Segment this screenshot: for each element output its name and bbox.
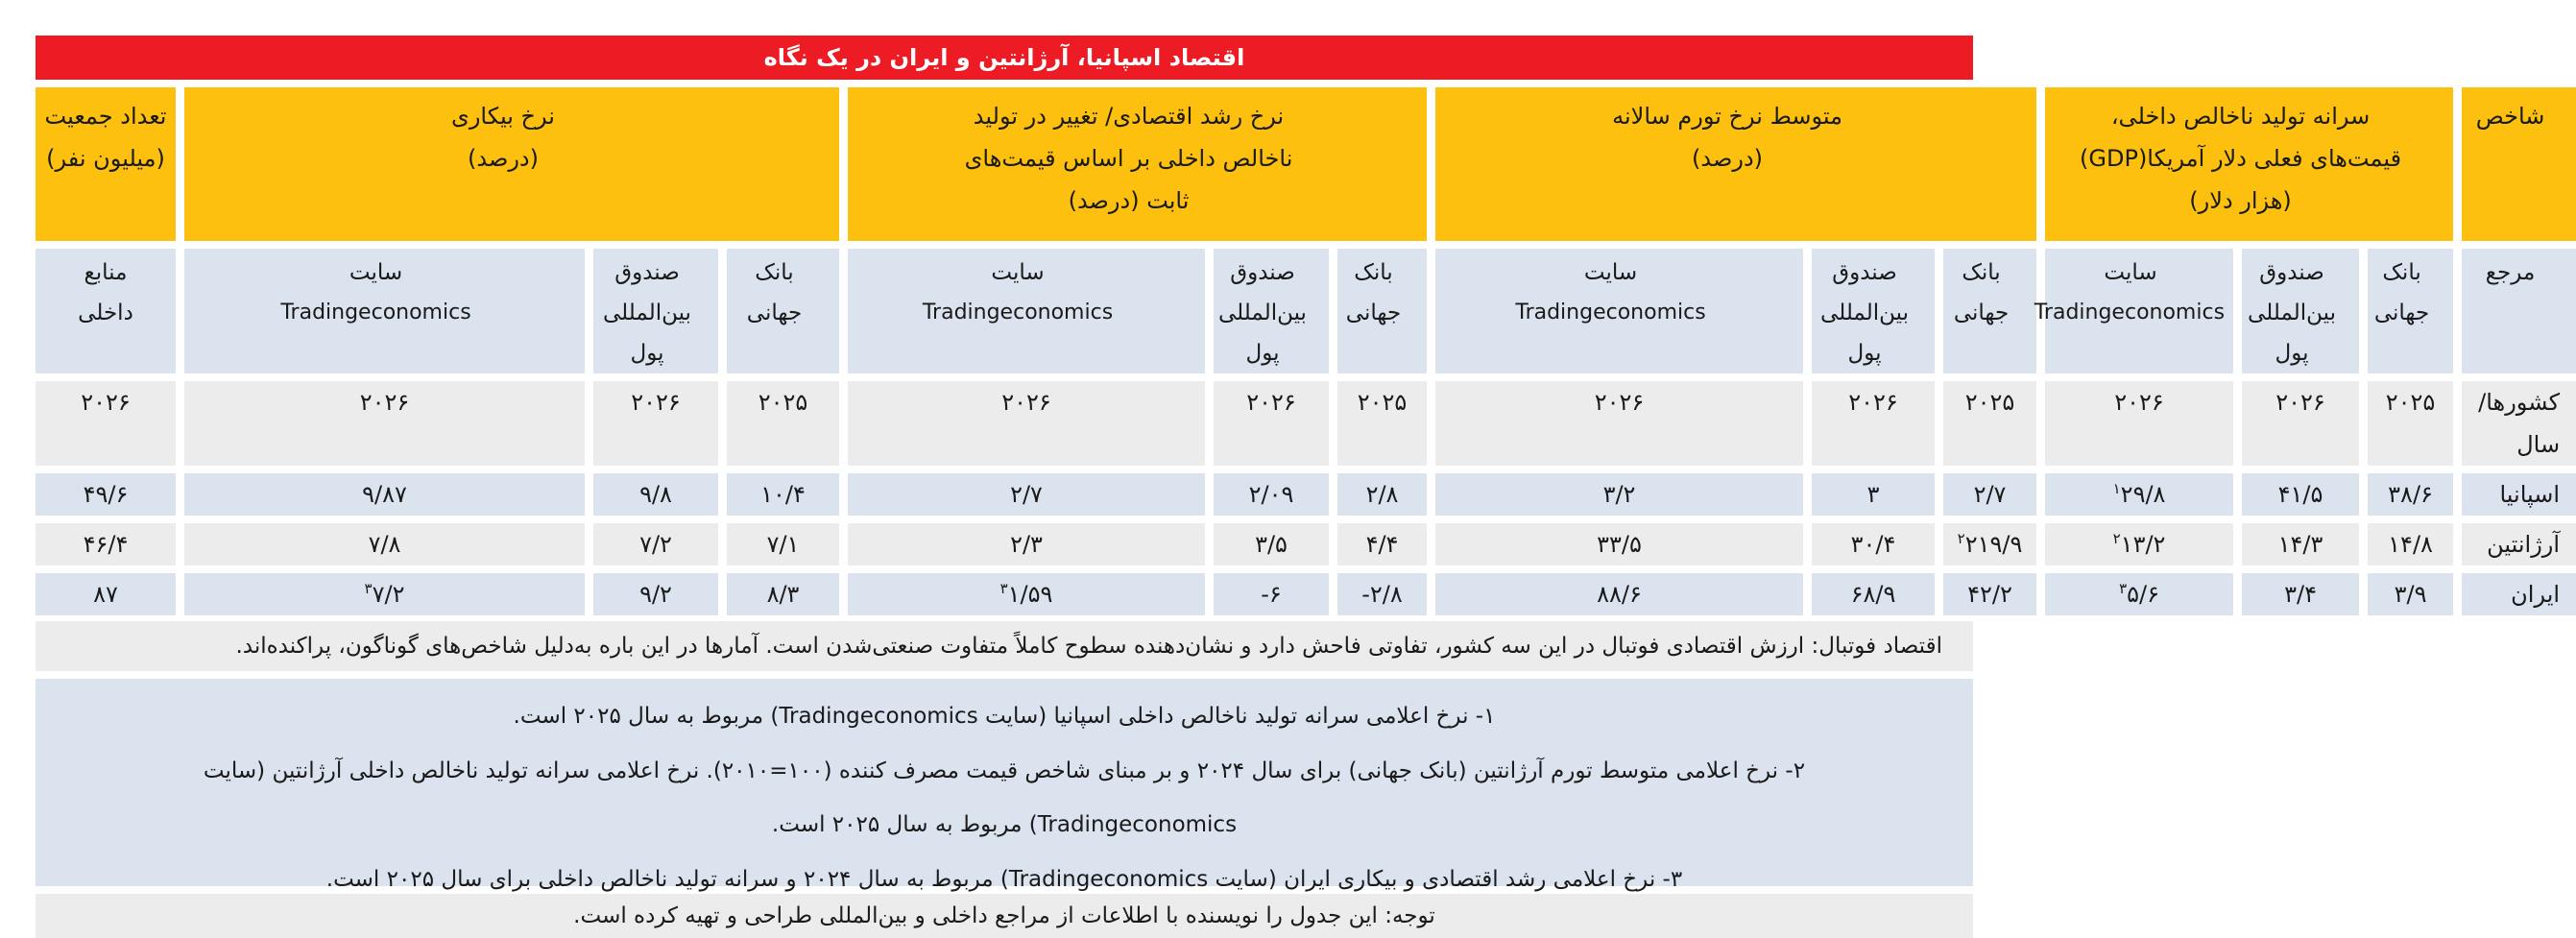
cell-value: ۲/۳ [1010,531,1043,558]
cell-value: ۲/۸ [1365,481,1399,508]
table-cell [36,573,176,623]
source-line: داخلی [78,301,133,325]
header-line: سرانه تولید ناخالص داخلی، [2110,103,2371,130]
source-line: جهانی [2373,301,2430,325]
header-indicator: شاخص [2453,87,2576,249]
cell-value: ۲۰۲۶ [359,389,410,416]
source-tradingeconomics [1427,249,1803,381]
header-row [36,87,2576,249]
author-note: توجه: این جدول را نویسنده با اطلاعات از مراجع داخلی و بین‌المللی طراحی و تهیه کرده است. [36,894,1973,938]
cell-value: ۲۰۲۶ [2275,389,2325,416]
table-cell [2233,573,2359,623]
table-cell [36,381,176,473]
source-line: صندوق [1832,260,1897,285]
cell-value: ۲/۷ [1010,481,1043,508]
table-cell [718,473,839,523]
table-cell [1427,523,1803,573]
source-imf [1803,249,1935,381]
table-cell [1205,523,1329,573]
header-gdp [2036,87,2453,249]
cell-value: ۲۰۲۵ [758,389,808,416]
source-domestic [36,249,176,381]
cell-value: ۲۰۲۶ [631,389,681,416]
header-population [36,87,176,249]
source-line: بین‌المللی [1218,301,1307,325]
header-line: (درصد) [468,145,539,172]
header-line: قیمت‌های فعلی دلار آمریکا(GDP) [2080,145,2402,172]
table-cell [176,573,585,623]
table-cell [1205,573,1329,623]
source-world-bank [2359,249,2453,381]
table-cell [2036,523,2233,573]
table-cell [2359,381,2453,473]
header-inflation [1427,87,2036,249]
cell-value: ۳۳/۵ [1597,531,1642,558]
cell-value: ۱۳/۲ [2120,531,2166,558]
cell-value: ۲۹/۸ [2120,481,2166,508]
cell-value: ۱۰/۴ [760,481,806,508]
footnote-2: ۲- نرخ اعلامی متوسط تورم آرژانتین (بانک جهانی) برای سال ۲۰۲۴ و بر مبنای شاخص قیمت مصرف کننده (۱۰۰=۲۰۱۰). نرخ اعلامی سرانه تولید ناخالص داخلی آرژانتین (سایت Tradingeconomics) مربوط به سال ۲۰۲۵ است. [203,758,1806,837]
cell-value: ۲۱۹/۹ [1964,531,2023,558]
source-line: صندوق [2259,260,2324,285]
table-cell [1205,473,1329,523]
cell-value: ۵/۶ [2127,581,2159,608]
cell-value: ۹/۲ [639,581,672,608]
source-line: صندوق [614,260,680,285]
cell-value: ۴۲/۲ [1967,581,2012,608]
cell-value: ۱۴/۳ [2277,531,2323,558]
source-line: سایت [1583,260,1638,285]
source-imf [1205,249,1329,381]
table-cell [176,381,585,473]
source-line: پول [2275,341,2309,366]
row-label: ایران [2453,573,2576,623]
table-cell [585,473,718,523]
source-line: Tradingeconomics [1515,301,1706,325]
table-cell [1935,523,2036,573]
cell-value: ۳/۲ [1602,481,1636,508]
cell-value: ۲۰۲۵ [1964,389,2015,416]
table-cell [2359,523,2453,573]
source-line: Tradingeconomics [280,301,471,325]
source-line: صندوق [1230,260,1295,285]
source-line: بانک [1962,260,2001,285]
cell-value: ۲۰۲۶ [1594,389,1645,416]
cell-value: ۲۰۲۵ [1357,389,1408,416]
source-tradingeconomics [176,249,585,381]
source-line: پول [1847,341,1882,366]
cell-value: ۳/۴ [2284,581,2317,608]
cell-value: ۸۸/۶ [1597,581,1642,608]
header-line: (درصد) [1692,145,1764,172]
table-cell [718,523,839,573]
cell-value: ۴۹/۶ [83,481,129,508]
table-cell [1427,473,1803,523]
row-label: کشورها/ سال [2453,381,2576,473]
footnote-marker: ۳ [2119,580,2128,597]
table-title: اقتصاد اسپانیا، آرژانتین و ایران در یک نگاه [36,36,1973,80]
source-line: سایت [991,260,1045,285]
table-cell [1427,381,1803,473]
table-cell [585,573,718,623]
table-cell [2036,473,2233,523]
table-cell [1329,573,1427,623]
cell-value: -۲/۸ [1361,581,1403,608]
source-line: بین‌المللی [2248,301,2336,325]
source-imf [2233,249,2359,381]
cell-value: ۸/۳ [766,581,800,608]
source-line: منابع [84,260,128,285]
table-cell [1329,523,1427,573]
row-label: اسپانیا [2453,473,2576,523]
table-cell [2233,381,2359,473]
cell-value: ۲۰۲۶ [81,389,131,416]
table-row [36,473,2576,523]
cell-value: ۲۰۲۶ [1001,389,1051,416]
footnote-marker: ۳ [364,580,373,597]
header-line: (هزار دلار) [2189,187,2292,214]
cell-value: ۷/۱ [766,531,800,558]
source-line: Tradingeconomics [922,301,1114,325]
table-cell [585,381,718,473]
table-cell [1935,573,2036,623]
source-tradingeconomics [839,249,1205,381]
cell-value: ۶۸/۹ [1850,581,1896,608]
table-cell [1803,473,1935,523]
cell-value: ۲۰۲۶ [2114,389,2164,416]
header-line: نرخ بیکاری [451,103,555,130]
table-cell [2036,573,2233,623]
economy-comparison-figure [36,36,2561,938]
source-line: بین‌المللی [603,301,691,325]
table-cell [1205,381,1329,473]
cell-value: ۹/۸ [639,481,672,508]
cell-value: ۲/۷ [1973,481,2007,508]
cell-value: ۳ [1866,481,1880,508]
footnote-marker: ۳ [999,580,1008,597]
cell-value: ۹/۸۷ [362,481,407,508]
table-cell [1803,381,1935,473]
table-cell [718,573,839,623]
football-economy-note: اقتصاد فوتبال: ارزش اقتصادی فوتبال در این سه کشور، تفاوتی فاحش دارد و نشان‌دهنده سطوح کاملاً متفاوت صنعتی‌شدن است. آمارها در این باره به‌دلیل شاخص‌های گوناگون، پراکنده‌اند. [36,621,1973,671]
cell-value: ۳۰/۴ [1850,531,1896,558]
header-line: تعداد جمعیت [44,103,167,130]
comparison-table [36,87,2576,623]
table-cell [1427,573,1803,623]
cell-value: ۳/۹ [2394,581,2427,608]
cell-value: ۴۶/۴ [83,531,129,558]
footnote-marker: ۱ [2112,480,2121,497]
source-line: بین‌المللی [1820,301,1909,325]
footnote-3: ۳- نرخ اعلامی رشد اقتصادی و بیکاری ایران (سایت Tradingeconomics) مربوط به سال ۲۰۲۴ و سرانه تولید ناخالص داخلی برای سال ۲۰۲۵ است. [325,867,1683,892]
cell-value: ۲۰۲۶ [1848,389,1898,416]
table-cell [839,523,1205,573]
source-line: جهانی [1345,301,1402,325]
footnotes [36,679,1973,892]
table-cell [1803,523,1935,573]
table-cell [36,473,176,523]
cell-value: ۱۴/۸ [2388,531,2433,558]
cell-value: ۷/۲ [639,531,672,558]
cell-value: ۲/۰۹ [1248,481,1294,508]
cell-value: ۸۷ [93,581,118,608]
footnote-1: ۱- نرخ اعلامی سرانه تولید ناخالص داخلی اسپانیا (سایت Tradingeconomics) مربوط به سال ۲۰۲۵ است. [513,704,1496,729]
source-line: سایت [349,260,403,285]
source-line: Tradingeconomics [2034,301,2226,325]
source-row [36,249,2576,381]
source-line: بانک [1354,260,1393,285]
row-label: آرژانتین [2453,523,2576,573]
table-cell [585,523,718,573]
table-cell [36,523,176,573]
table-cell [1935,381,2036,473]
table-row [36,523,2576,573]
source-line: پول [1245,341,1280,366]
source-line: بانک [2382,260,2421,285]
table-row [36,381,2576,473]
source-imf [585,249,718,381]
source-label: مرجع [2453,249,2576,381]
source-tradingeconomics [2036,249,2233,381]
header-line: نرخ رشد اقتصادی/ تغییر در تولید [973,103,1285,130]
source-world-bank [1329,249,1427,381]
cell-value: ۴۱/۵ [2277,481,2323,508]
table-cell [2233,473,2359,523]
source-line: سایت [2104,260,2157,285]
table-row [36,573,2576,623]
table-cell [839,381,1205,473]
cell-value: ۲۰۲۵ [2385,389,2436,416]
cell-value: ۷/۸ [368,531,401,558]
source-world-bank [718,249,839,381]
header-line: متوسط نرخ تورم سالانه [1612,103,1842,130]
table-cell [2233,523,2359,573]
table-cell [839,573,1205,623]
header-line: ناخالص داخلی بر اساس قیمت‌های [964,145,1293,172]
source-line: جهانی [746,301,803,325]
table-cell [2359,473,2453,523]
header-growth [839,87,1427,249]
cell-value: -۶ [1261,581,1282,608]
source-line: پول [630,341,664,366]
footnote-marker: ۲ [2112,530,2121,547]
table-cell [1329,381,1427,473]
source-line: جهانی [1953,301,2010,325]
header-line: (میلیون نفر) [46,145,165,172]
cell-value: ۲۰۲۶ [1246,389,1296,416]
cell-value: ۳/۵ [1255,531,1288,558]
table-cell [2036,381,2233,473]
cell-value: ۷/۲ [372,581,405,608]
table-cell [839,473,1205,523]
footnote-marker: ۲ [1957,530,1965,547]
source-world-bank [1935,249,2036,381]
header-unemployment [176,87,839,249]
cell-value: ۳۸/۶ [2388,481,2433,508]
table-cell [176,523,585,573]
table-cell [1329,473,1427,523]
table-cell [1935,473,2036,523]
table-cell [1803,573,1935,623]
table-cell [2359,573,2453,623]
header-line: ثابت (درصد) [1068,187,1190,214]
source-line: بانک [755,260,794,285]
cell-value: ۴/۴ [1365,531,1399,558]
table-cell [718,381,839,473]
table-cell [176,473,585,523]
cell-value: ۱/۵۹ [1007,581,1053,608]
